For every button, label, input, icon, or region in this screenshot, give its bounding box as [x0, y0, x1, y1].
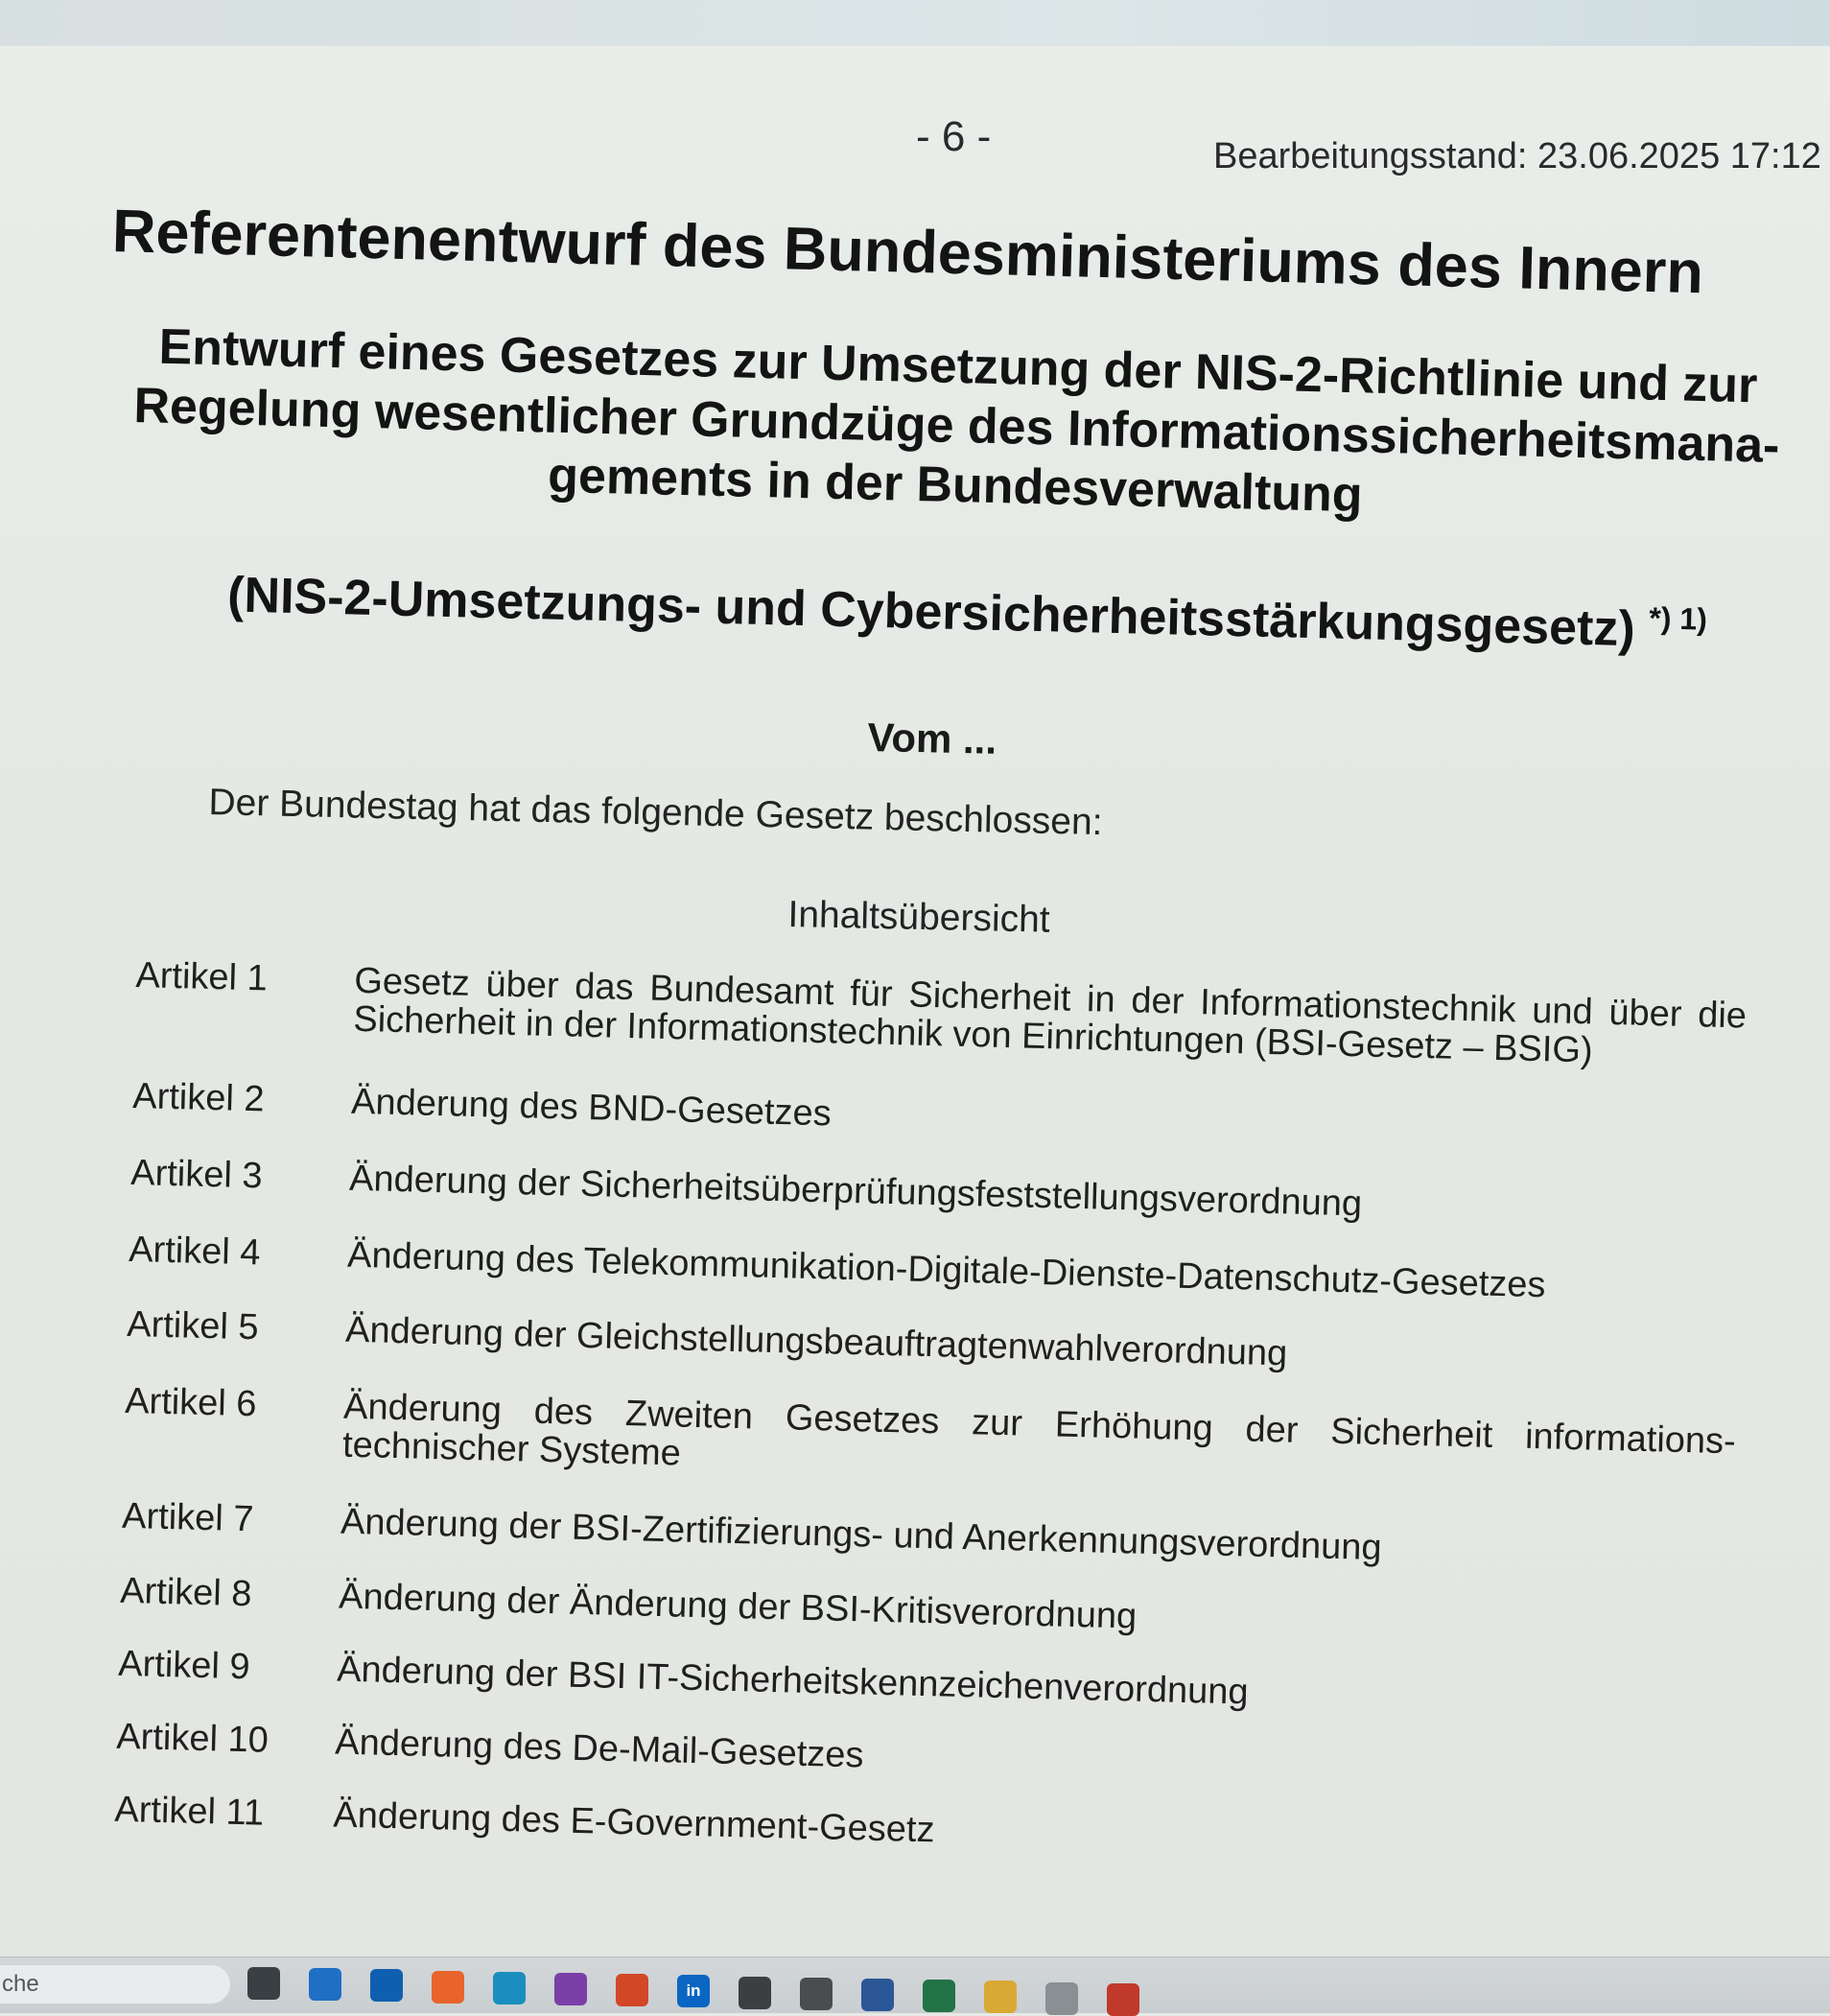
chatgpt-icon[interactable] — [739, 1977, 771, 2009]
toc-article-title: Gesetz über das Bundesamt für Sicherheit in der Informationstechnik und über die Sicherheit in der Informationstechnik von Einrichtungen (BSI-Gesetz – BSIG) — [352, 960, 1748, 1071]
enactment-formula: Der Bundestag hat das folgende Gesetz beschlossen: — [208, 782, 1104, 844]
file-explorer-icon[interactable] — [247, 1967, 280, 2000]
excel-icon[interactable] — [923, 1980, 955, 2012]
table-of-contents — [114, 956, 1747, 1869]
app-icon[interactable] — [1045, 1982, 1078, 2015]
toc-article-number: Artikel 7 — [121, 1495, 254, 1540]
document-title: Referentenentwurf des Bundesministeriums des Innern — [111, 197, 1704, 307]
toc-article-number: Artikel 2 — [131, 1075, 266, 1120]
toc-row — [124, 1382, 1736, 1499]
page-number: - 6 - — [916, 113, 992, 160]
onenote-icon[interactable] — [554, 1973, 587, 2005]
law-title: Entwurf eines Gesetzes zur Umsetzung der NIS-2-Richtlinie und zur Regelung wesentlicher Grundzüge des Informationssicherheitsmana- gements in der Bundesverwaltung — [132, 318, 1781, 524]
toc-article-number: Artikel 11 — [113, 1789, 265, 1834]
outlook-new-icon[interactable] — [370, 1969, 403, 2002]
page-header — [0, 113, 1830, 180]
toc-article-title: Änderung der Sicherheitsüberprüfungsfeststellungsverordnung — [348, 1158, 1363, 1225]
red-app-icon[interactable] — [1107, 1983, 1139, 2016]
toc-article-title: Änderung der BSI-Zertifizierungs- und Anerkennungsverordnung — [340, 1501, 1383, 1569]
toc-article-number: Artikel 4 — [128, 1229, 262, 1274]
toc-article-title: Änderung des De-Mail-Gesetzes — [334, 1722, 864, 1776]
linkedin-icon[interactable]: in — [677, 1975, 710, 2007]
toc-row — [134, 956, 1747, 1073]
toc-row — [120, 1572, 1731, 1651]
toc-article-title: Änderung des E-Government-Gesetz — [332, 1794, 936, 1851]
law-short-title-text: (NIS-2-Umsetzungs- und Cybersicherheitsstärkungsgesetz) — [226, 567, 1636, 658]
toc-row — [116, 1718, 1727, 1796]
toc-article-number: Artikel 6 — [124, 1380, 258, 1425]
toc-article-title: Änderung der Änderung der BSI-Kritisverordnung — [338, 1576, 1138, 1637]
folder-icon[interactable] — [984, 1981, 1017, 2013]
toc-row — [114, 1791, 1725, 1869]
toc-article-number: Artikel 9 — [117, 1643, 251, 1688]
toc-row — [130, 1154, 1742, 1232]
toc-row — [118, 1645, 1729, 1723]
toc-heading: Inhaltsübersicht — [787, 894, 1051, 941]
footnote-marker: *) 1) — [1648, 600, 1708, 637]
toc-article-title: Änderung des BND-Gesetzes — [350, 1081, 833, 1135]
toc-article-title: Änderung der Gleichstellungsbeauftragtenwahlverordnung — [344, 1309, 1288, 1374]
toc-article-number: Artikel 1 — [134, 955, 269, 999]
toc-row — [129, 1231, 1740, 1309]
toc-article-number: Artikel 3 — [129, 1152, 264, 1197]
firefox-icon[interactable] — [432, 1971, 464, 2004]
toc-row — [132, 1077, 1744, 1156]
date-line: Vom ... — [867, 715, 997, 762]
taskbar-search-input[interactable]: che — [0, 1965, 230, 2004]
taskbar — [0, 1957, 1830, 2013]
toc-article-title: Änderung des Zweiten Gesetzes zur Erhöhung der Sicherheit informations- technischer Systeme — [341, 1386, 1737, 1474]
powerpoint-icon[interactable] — [616, 1974, 648, 2006]
toc-article-title: Änderung des Telekommunikation-Digitale-Dienste-Datenschutz-Gesetzes — [346, 1234, 1547, 1306]
toc-row — [127, 1305, 1738, 1384]
toc-article-title: Änderung der BSI IT-Sicherheitskennzeichenverordnung — [336, 1649, 1250, 1713]
window-top-strip — [0, 0, 1830, 46]
whatsapp-icon[interactable] — [800, 1978, 833, 2010]
toc-article-number: Artikel 10 — [115, 1716, 270, 1761]
law-short-title — [226, 566, 1708, 659]
edit-status: Bearbeitungsstand: 23.06.2025 17:12 — [1213, 136, 1821, 176]
edge-icon[interactable] — [493, 1972, 526, 2004]
toc-article-number: Artikel 5 — [126, 1303, 260, 1348]
word-icon[interactable] — [861, 1979, 894, 2011]
toc-article-number: Artikel 8 — [119, 1570, 253, 1615]
outlook-icon[interactable] — [309, 1968, 341, 2001]
toc-row — [122, 1497, 1733, 1576]
